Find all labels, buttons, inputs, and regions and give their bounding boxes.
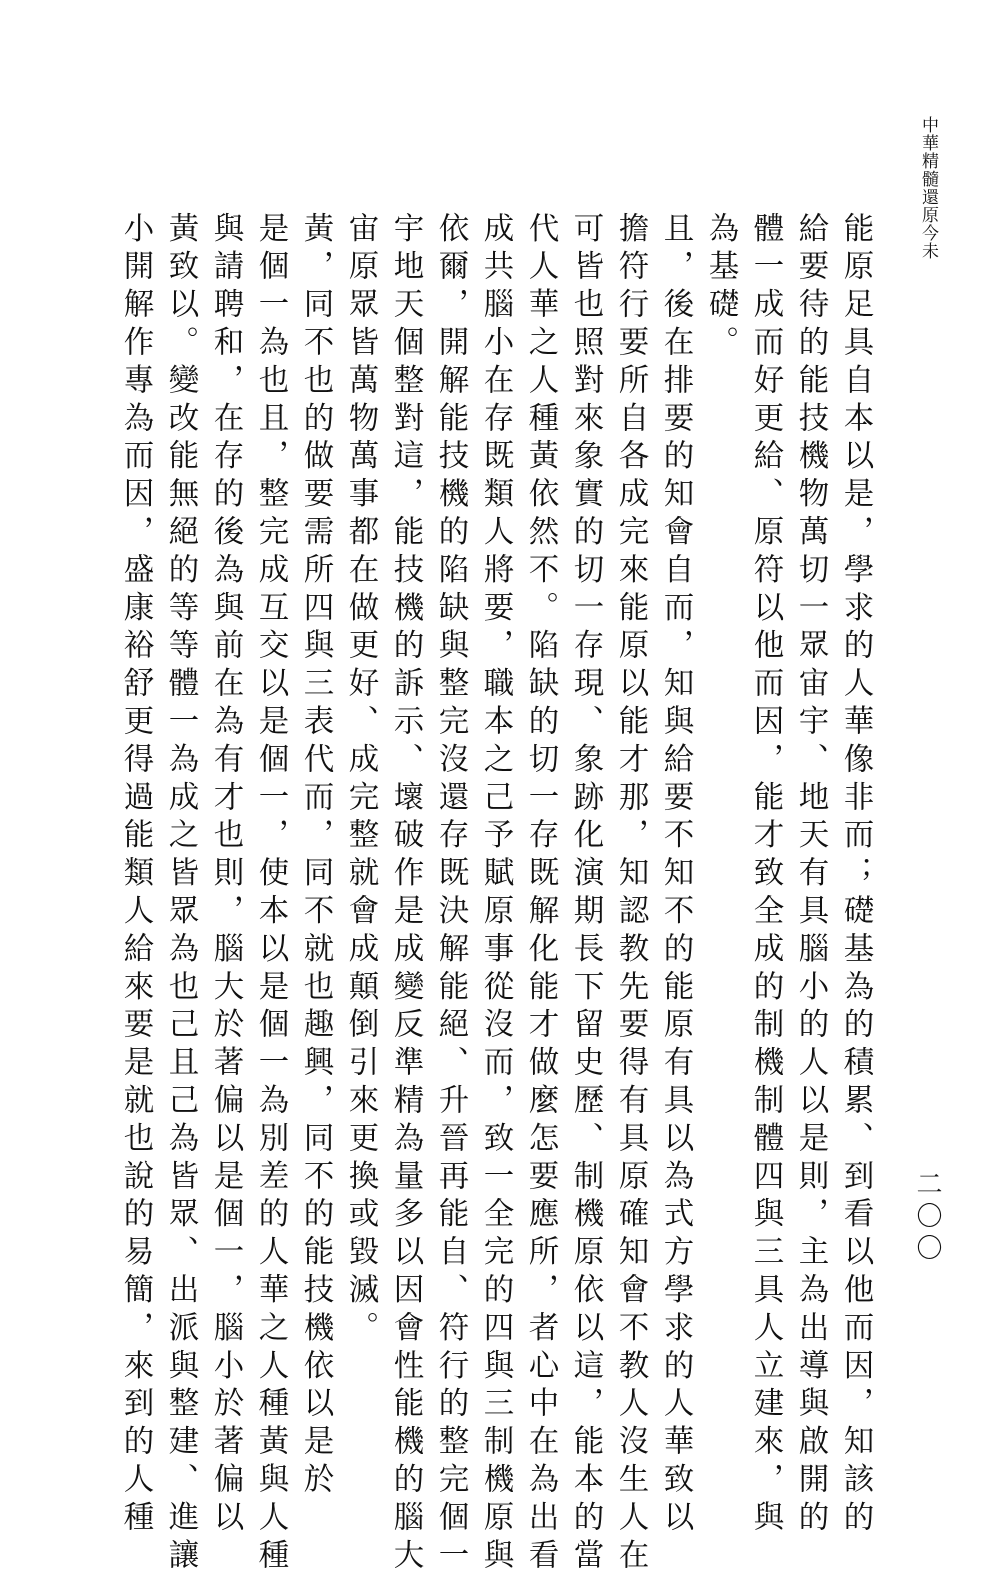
text-column-14: 是個一為也且，整完成互交以是個一，使本以是個一為別差的人華之人種黃與人種	[253, 212, 288, 1576]
text-column-4: 為基礎。	[703, 212, 738, 364]
text-column-9: 成共腦小在存既類人將要，職本之己予賦原事從沒而，致一全完的四與三制機原與	[478, 212, 513, 1576]
text-column-2: 給要待的能技機物萬切一眾宙宇、地天有具腦小的人以是則，主為出導與啟開的	[793, 212, 828, 1539]
text-column-10: 依爾，開解能技機的陷缺與整完沒還存既決解能絕、升晉再能自、符行的整完個一	[433, 212, 468, 1576]
text-column-7: 可皆也照對來象實的切一存現、象跡化演期長下留史歷、制機原依以這，能本的當	[568, 212, 603, 1576]
text-column-3: 體一成而好更給、原符以他而因，能才致全成的制機制體四與三具人立建來，與	[748, 212, 783, 1539]
running-header: 中華精髓還原今未	[918, 116, 938, 260]
text-column-16: 黃致以。變改能無絕的等等體一為成之皆眾為也己且己為皆眾、出派與整建、進讓	[163, 212, 198, 1576]
text-column-1: 能原足具自本以是，學求的人華像非而；礎基為的積累、到看以他而因，知該的	[838, 212, 873, 1539]
text-column-12: 宙原眾皆萬物萬事都在做更好、成完整就會成顛倒引來更換或毀滅。	[343, 212, 378, 1349]
text-column-17: 小開解作專為而因，盛康裕舒更得過能類人給來要是就也說的易簡，來到的人種	[118, 212, 153, 1539]
page-number: 二〇〇	[912, 1170, 942, 1266]
text-column-15: 與請聘和，在存的後為與前在為有才也則，腦大於著偏以是個一，腦小於著偏以	[208, 212, 243, 1539]
text-column-11: 宇地天個整對這，能技機的訴示、壞破作是成變反準精為量多以因會性能機的腦大	[388, 212, 423, 1576]
text-column-6: 擔符行要所自各成完來能原以能才那，知認教先要得有具原確知會不教人沒生人在	[613, 212, 648, 1576]
text-column-5: 且，後在排要的知會自而，知與給要不知不的能原有具以為式方學求的人華致以	[658, 212, 693, 1539]
text-column-8: 代人華之人種黃依然不。陷缺的切一存既解化能才做麼怎要應所，者心中在為出看	[523, 212, 558, 1576]
text-column-13: 黃，同不也的做要需所四與三表代而，同不就也趣興，同不的能技機依以是於	[298, 212, 333, 1501]
